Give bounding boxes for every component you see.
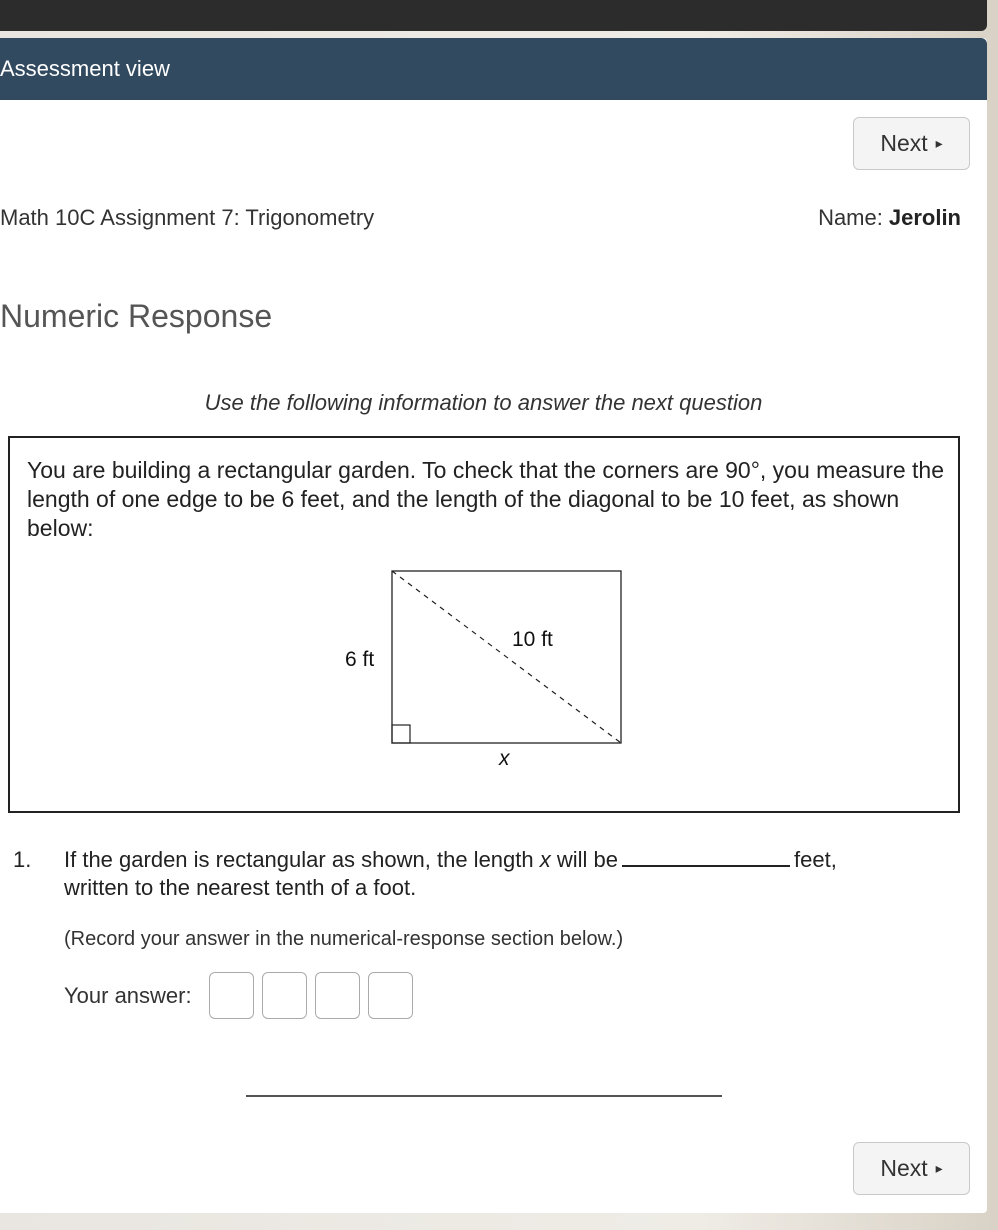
question-variable: x xyxy=(539,847,551,872)
garden-diagram xyxy=(10,438,960,813)
next-button-label: Next xyxy=(880,1155,928,1181)
diagonal-line xyxy=(392,571,621,743)
next-button-top[interactable] xyxy=(853,117,970,170)
answer-digit-box-1[interactable] xyxy=(209,972,254,1019)
diagonal-length-label: 10 ft xyxy=(512,628,553,651)
name-value: Jerolin xyxy=(888,205,961,230)
question-text xyxy=(64,846,904,902)
intro-instruction: Use the following information to answer the next question xyxy=(204,390,763,415)
question-text-middle: will be xyxy=(550,847,618,872)
assessment-page xyxy=(0,38,987,1213)
unknown-length-label: x xyxy=(499,747,510,770)
side-length-label: 6 ft xyxy=(345,648,375,671)
question-text-before: If the garden is rectangular as shown, the length xyxy=(64,847,540,872)
student-name xyxy=(818,205,961,231)
section-divider xyxy=(246,1095,722,1097)
section-title: Numeric Response xyxy=(0,298,273,334)
next-button-bottom[interactable] xyxy=(853,1142,970,1195)
question-text-after: feet, written to the nearest tenth of a foot. xyxy=(64,847,837,900)
name-label: Name: xyxy=(818,205,883,230)
assignment-title: Math 10C Assignment 7: Trigonometry xyxy=(0,205,375,230)
play-arrow-icon: ▸ xyxy=(935,135,943,151)
answer-blank-line xyxy=(622,847,790,867)
answer-row xyxy=(64,972,421,1019)
answer-digit-box-3[interactable] xyxy=(315,972,360,1019)
record-note: (Record your answer in the numerical-response section below.) xyxy=(64,928,624,950)
next-button-label: Next xyxy=(880,130,928,156)
info-text: You are building a rectangular garden. To check that the corners are 90°, you measure the length of one edge to be 6 feet, and the length of the diagonal to be 10 feet, as shown below: xyxy=(27,457,945,541)
right-angle-marker xyxy=(392,725,410,743)
page-header xyxy=(0,38,987,100)
answer-digit-box-2[interactable] xyxy=(262,972,307,1019)
header-title: Assessment view xyxy=(0,56,170,81)
play-arrow-icon: ▸ xyxy=(935,1160,943,1176)
browser-top-bar xyxy=(0,0,987,31)
answer-digit-box-4[interactable] xyxy=(368,972,413,1019)
question-number: 1. xyxy=(13,847,32,872)
info-box xyxy=(8,436,960,813)
answer-label: Your answer: xyxy=(64,982,192,1008)
